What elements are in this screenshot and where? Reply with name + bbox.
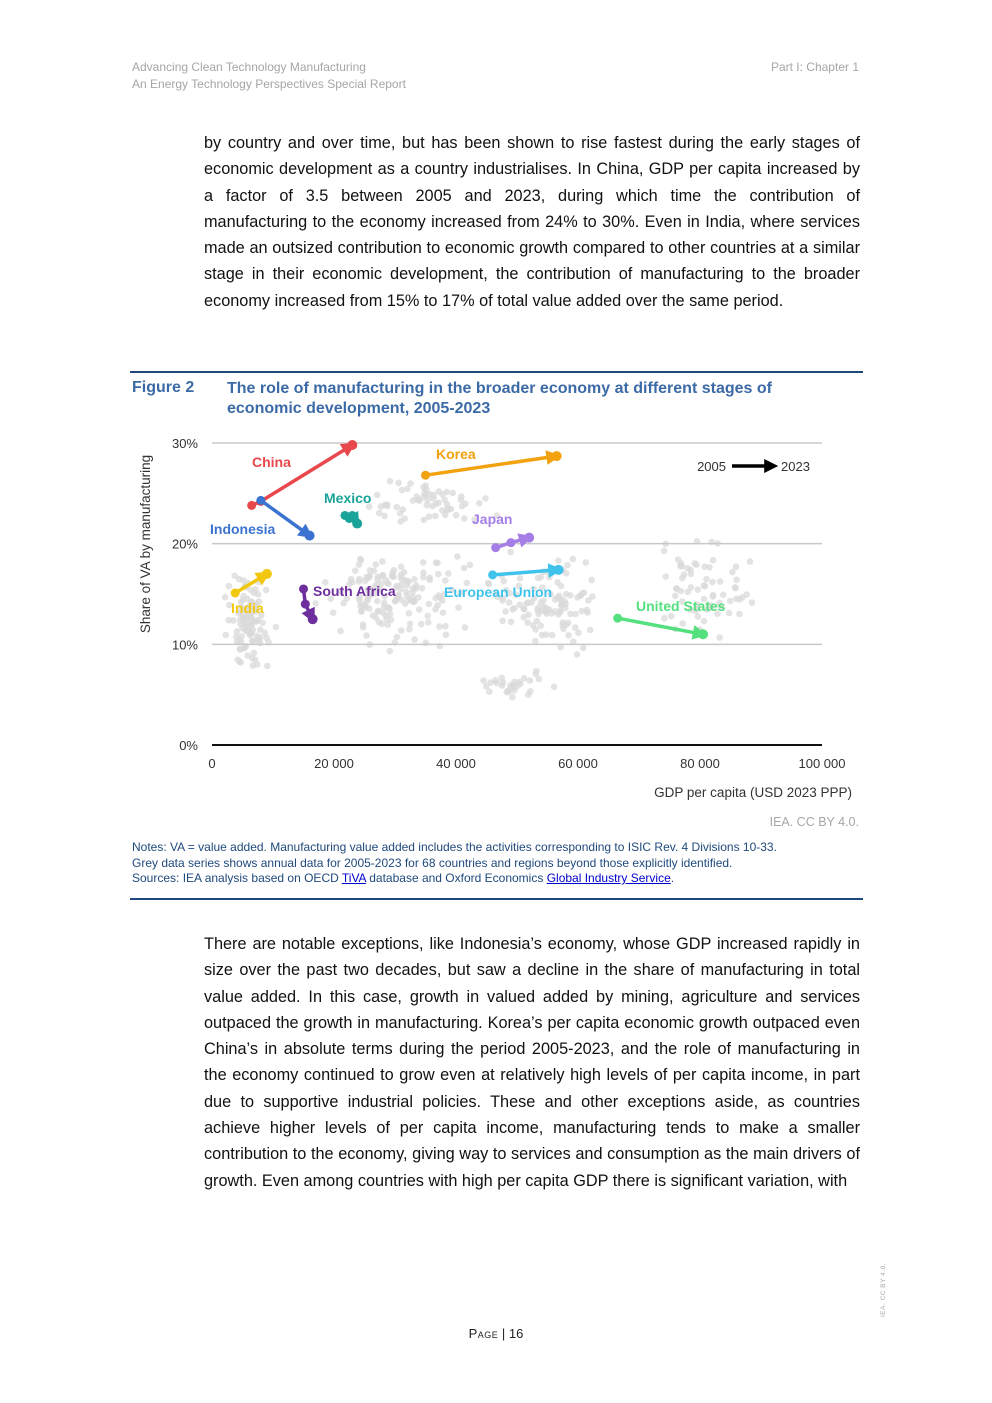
- background-point: [701, 618, 708, 625]
- series-point: [491, 543, 500, 552]
- background-point: [398, 586, 405, 593]
- series-japan: [472, 511, 534, 552]
- x-tick-label: 0: [208, 756, 216, 771]
- background-point: [476, 500, 483, 507]
- background-point: [546, 574, 553, 581]
- background-point: [416, 497, 423, 504]
- background-point: [560, 626, 567, 633]
- background-point: [411, 598, 418, 605]
- series-label: India: [231, 600, 264, 616]
- background-point: [716, 634, 723, 641]
- background-point: [380, 572, 387, 579]
- background-point: [389, 573, 396, 580]
- background-point: [398, 564, 405, 571]
- background-point: [663, 573, 670, 580]
- background-point: [482, 495, 489, 502]
- series-label: China: [252, 454, 291, 470]
- background-point: [436, 623, 443, 630]
- background-point: [356, 576, 363, 583]
- background-point: [418, 621, 425, 628]
- background-point: [256, 637, 263, 644]
- background-point: [459, 503, 466, 510]
- series-point-2023: [308, 614, 318, 624]
- background-point: [397, 510, 404, 517]
- background-point: [426, 577, 433, 584]
- background-point: [506, 599, 513, 606]
- background-point: [455, 604, 462, 611]
- background-point: [363, 574, 370, 581]
- background-point: [409, 588, 416, 595]
- background-point: [443, 632, 450, 639]
- background-point: [543, 608, 550, 615]
- figure-title: The role of manufacturing in the broader economy at different stages of economic development, 2005-2023: [227, 380, 772, 417]
- background-point: [426, 601, 433, 608]
- background-point: [376, 510, 383, 517]
- background-point: [411, 576, 418, 583]
- background-point: [732, 585, 739, 592]
- background-point: [563, 591, 570, 598]
- background-point: [433, 501, 440, 508]
- background-point: [231, 573, 238, 580]
- series-label: Mexico: [324, 490, 372, 506]
- background-point: [237, 646, 244, 653]
- background-point: [733, 577, 740, 584]
- background-point: [264, 663, 271, 670]
- background-point: [393, 504, 400, 511]
- background-point: [411, 636, 418, 643]
- background-point: [407, 621, 414, 628]
- background-point: [527, 677, 534, 684]
- background-point: [453, 512, 460, 519]
- background-point: [423, 492, 430, 499]
- background-point: [399, 487, 406, 494]
- y-axis-title: Share of VA by manufacturing: [138, 454, 153, 634]
- background-point: [434, 560, 441, 567]
- background-point: [424, 613, 431, 620]
- background-point: [337, 628, 344, 635]
- background-point: [420, 574, 427, 581]
- background-point: [397, 518, 404, 525]
- background-point: [404, 592, 411, 599]
- series-label: European Union: [444, 584, 553, 600]
- x-tick-label: 20 000: [314, 756, 354, 771]
- background-point: [717, 578, 724, 585]
- x-tick-label: 40 000: [436, 756, 476, 771]
- notes-line-1: Notes: VA = value added. Manufacturing value added includes the activities corresponding to ISIC Rev. 4 Divisions 10-33.: [132, 840, 777, 854]
- background-point: [248, 630, 255, 637]
- report-subtitle: An Energy Technology Perspectives Special Report: [132, 77, 406, 91]
- background-point: [257, 626, 264, 633]
- background-point: [502, 608, 509, 615]
- background-point: [693, 561, 700, 568]
- background-point: [558, 602, 565, 609]
- series-point: [301, 600, 310, 609]
- background-point: [430, 495, 437, 502]
- background-point: [549, 632, 556, 639]
- background-point: [413, 582, 420, 589]
- background-point: [273, 624, 280, 631]
- background-point: [426, 513, 433, 520]
- background-point: [236, 637, 243, 644]
- background-point: [379, 621, 386, 628]
- series-mexico: [324, 490, 371, 529]
- series-label: Indonesia: [210, 521, 276, 537]
- background-point: [435, 571, 442, 578]
- background-point: [249, 655, 256, 662]
- background-point: [363, 632, 370, 639]
- series-path: [618, 618, 703, 634]
- background-point: [395, 480, 402, 487]
- background-point: [373, 614, 380, 621]
- series-point: [348, 511, 357, 520]
- background-point: [403, 582, 410, 589]
- series-label: Korea: [436, 446, 476, 462]
- background-point: [554, 594, 561, 601]
- background-point: [736, 611, 743, 618]
- series-point: [247, 501, 256, 510]
- background-point: [222, 594, 229, 601]
- figure-credit: IEA. CC BY 4.0.: [769, 815, 859, 829]
- background-point: [252, 586, 259, 593]
- background-point: [678, 588, 685, 595]
- background-point: [743, 591, 750, 598]
- background-point: [461, 565, 468, 572]
- background-point: [444, 489, 451, 496]
- background-point: [462, 624, 469, 631]
- background-point: [678, 560, 685, 567]
- background-point: [384, 621, 391, 628]
- series-point-2023: [524, 533, 534, 543]
- background-point: [507, 549, 514, 556]
- background-point: [249, 638, 256, 645]
- series-label: South Africa: [313, 583, 396, 599]
- series-point: [299, 584, 308, 593]
- background-point: [398, 571, 405, 578]
- page-number-value: 16: [508, 1326, 524, 1341]
- series-label: United States: [636, 598, 726, 614]
- y-tick-label: 0%: [179, 738, 198, 753]
- background-point: [565, 632, 572, 639]
- background-point: [406, 610, 413, 617]
- background-point: [508, 619, 515, 626]
- background-point: [383, 616, 390, 623]
- background-point: [374, 576, 381, 583]
- background-point: [223, 632, 230, 639]
- x-tick-label: 80 000: [680, 756, 720, 771]
- background-point: [416, 606, 423, 613]
- background-point: [661, 615, 668, 622]
- x-axis-title: GDP per capita (USD 2023 PPP): [654, 785, 852, 800]
- background-point: [535, 575, 542, 582]
- background-point: [521, 606, 528, 613]
- background-point: [703, 576, 710, 583]
- background-point: [374, 492, 381, 499]
- background-point: [461, 515, 468, 522]
- background-point: [688, 584, 695, 591]
- background-point: [681, 571, 688, 578]
- background-point: [585, 597, 592, 604]
- background-point: [509, 606, 516, 613]
- background-point: [312, 600, 319, 607]
- series-point: [231, 588, 240, 597]
- background-point: [525, 611, 532, 618]
- background-point: [480, 677, 487, 684]
- background-point: [577, 592, 584, 599]
- background-point: [384, 503, 391, 510]
- global-industry-service-link[interactable]: Global Industry Service: [546, 871, 671, 885]
- background-point: [726, 610, 733, 617]
- background-point: [378, 503, 385, 510]
- page-number: [0, 1326, 992, 1341]
- background-point: [263, 587, 270, 594]
- series-indonesia: [210, 496, 315, 541]
- background-point: [575, 629, 582, 636]
- background-point: [432, 606, 439, 613]
- background-point: [523, 600, 530, 607]
- background-point: [360, 624, 367, 631]
- background-point: [372, 561, 379, 568]
- sources-prefix: Sources: IEA analysis based on OECD: [132, 871, 342, 885]
- background-point: [238, 659, 245, 666]
- background-point: [749, 599, 756, 606]
- report-title: Advancing Clean Technology Manufacturing: [132, 60, 366, 74]
- background-point: [709, 579, 716, 586]
- background-point: [554, 579, 561, 586]
- background-point: [583, 559, 590, 566]
- figure-notes: [132, 840, 862, 887]
- figure-label: Figure 2: [132, 379, 195, 396]
- legend-end-year: 2023: [781, 459, 810, 474]
- x-tick-label: 100 000: [798, 756, 846, 771]
- background-point: [249, 617, 256, 624]
- notes-line-2: Grey data series shows annual data for 2005-2023 for 68 countries and regions beyond those explicitly identified.: [132, 855, 733, 870]
- background-point: [363, 598, 370, 605]
- background-point: [570, 556, 577, 563]
- background-point: [440, 609, 447, 616]
- running-header-right: Part I: Chapter 1: [770, 60, 859, 74]
- background-point: [736, 596, 743, 603]
- background-point: [492, 677, 499, 684]
- series-point-2023: [262, 569, 272, 579]
- background-point: [532, 638, 539, 645]
- background-point: [564, 562, 571, 569]
- background-point: [584, 609, 591, 616]
- background-point: [358, 608, 365, 615]
- series-point-2023: [352, 519, 362, 529]
- background-point: [729, 569, 736, 576]
- background-point: [449, 490, 456, 497]
- series-point: [506, 538, 515, 547]
- sources-middle: database and Oxford Economics: [365, 871, 547, 885]
- background-point: [419, 585, 426, 592]
- background-point: [454, 553, 461, 560]
- background-point: [352, 567, 359, 574]
- series-point-2023: [553, 565, 563, 575]
- background-point: [552, 608, 559, 615]
- background-point: [442, 577, 449, 584]
- background-point: [706, 564, 713, 571]
- background-point: [330, 609, 337, 616]
- highlighted-series: [210, 440, 726, 639]
- background-point: [539, 632, 546, 639]
- background-point: [679, 620, 686, 627]
- background-point: [240, 593, 247, 600]
- series-point: [488, 570, 497, 579]
- background-point: [702, 583, 709, 590]
- sources-line: [132, 871, 862, 887]
- x-tick-label: 60 000: [558, 756, 598, 771]
- body-paragraph-1: by country and over time, but has been shown to rise fastest during the early stages of economic development as a country industrialises. In China, GDP per capita increased by a factor of 3.5 between 2005 and 2023, during which time the contribution of manufacturing to the economy increased from 24% to 30%. Even in India, where services made an outsized contribution to economic growth compared to other countries at a similar stage in their economic development, the contribution of manufacturing to the broader economy increased from 15% to 17% of total value added over the same period.: [204, 134, 860, 310]
- background-point: [225, 617, 232, 624]
- background-point: [727, 598, 734, 605]
- background-point: [467, 562, 474, 569]
- background-point: [747, 558, 754, 565]
- series-point: [421, 471, 430, 480]
- figure-bottom-rule: [130, 898, 863, 900]
- background-point: [445, 570, 452, 577]
- background-point: [695, 613, 702, 620]
- tiva-link[interactable]: TiVA: [341, 871, 366, 885]
- background-point: [588, 577, 595, 584]
- background-point: [458, 497, 465, 504]
- background-point: [387, 648, 394, 655]
- background-point: [695, 586, 702, 593]
- background-point: [532, 626, 539, 633]
- sources-suffix: .: [670, 871, 675, 885]
- background-point: [357, 556, 364, 563]
- background-point: [580, 645, 587, 652]
- background-point: [391, 567, 398, 574]
- y-tick-label: 30%: [171, 436, 198, 451]
- background-point: [511, 687, 518, 694]
- background-point: [371, 568, 378, 575]
- background-point: [563, 570, 570, 577]
- background-point: [551, 684, 558, 691]
- y-tick-label: 20%: [171, 536, 198, 552]
- background-point: [587, 627, 594, 634]
- background-point: [710, 557, 717, 564]
- background-point: [565, 620, 572, 627]
- background-point: [517, 575, 524, 582]
- background-point: [567, 611, 574, 618]
- background-point: [661, 548, 668, 555]
- background-point: [684, 565, 691, 572]
- background-point: [387, 478, 394, 485]
- series-point-2023: [347, 440, 357, 450]
- series-korea: [421, 446, 562, 480]
- background-point: [420, 559, 427, 566]
- background-point: [527, 688, 534, 695]
- background-point: [423, 486, 430, 493]
- body-paragraph-2: There are notable exceptions, like Indonesia’s economy, whose GDP increased rapidly in size over the past two decades, but saw a decline in the share of manufacturing in total value added. In this case, growth in valued added by mining, agriculture and services outpaced the growth in manufacturing. Korea’s per capita economic growth outpaced even China’s in absolute terms during the period 2005-2023, and the role of manufacturing in the economy continued to grow even at relatively high levels of per capita income, in part due to supportive industrial policies. These and other exceptions aside, as countries achieve higher levels of per capita income, manufacturing tends to make a smaller contribution to the economy, giving way to services and consumption as the main drivers of growth. Even among countries with high per capita GDP there is significant variation, with: [204, 935, 860, 1190]
- y-tick-label: 10%: [171, 637, 198, 653]
- background-point: [574, 651, 581, 658]
- side-credit: [875, 1263, 895, 1342]
- background-point: [379, 558, 386, 565]
- background-point: [237, 617, 244, 624]
- background-point: [226, 583, 233, 590]
- background-point: [374, 608, 381, 615]
- background-point: [500, 679, 507, 686]
- series-point-2023: [698, 629, 708, 639]
- background-point: [380, 609, 387, 616]
- series-point-2023: [552, 451, 562, 461]
- series-point: [613, 614, 622, 623]
- series-point: [256, 496, 265, 505]
- series-point-2023: [305, 531, 315, 541]
- background-point: [394, 634, 401, 641]
- background-point: [509, 694, 516, 701]
- page-prefix: Page: [468, 1326, 499, 1341]
- legend-start-year: 2005: [697, 459, 726, 474]
- background-point: [442, 623, 449, 630]
- background-point: [499, 618, 506, 625]
- side-credit-text: IEA. CC BY 4.0.: [880, 1263, 887, 1317]
- chart-legend: [697, 459, 810, 474]
- background-point: [432, 513, 439, 520]
- background-point: [441, 496, 448, 503]
- page-separator: |: [498, 1326, 509, 1341]
- background-point: [486, 688, 493, 695]
- background-point: [516, 679, 523, 686]
- background-point: [533, 668, 540, 675]
- background-point: [356, 561, 363, 568]
- background-point: [358, 601, 365, 608]
- background-point: [423, 640, 430, 647]
- background-point: [524, 619, 531, 626]
- background-point: [398, 627, 405, 634]
- series-label: Japan: [472, 511, 513, 527]
- background-point: [439, 507, 446, 514]
- background-point: [555, 557, 562, 564]
- background-point: [425, 619, 432, 626]
